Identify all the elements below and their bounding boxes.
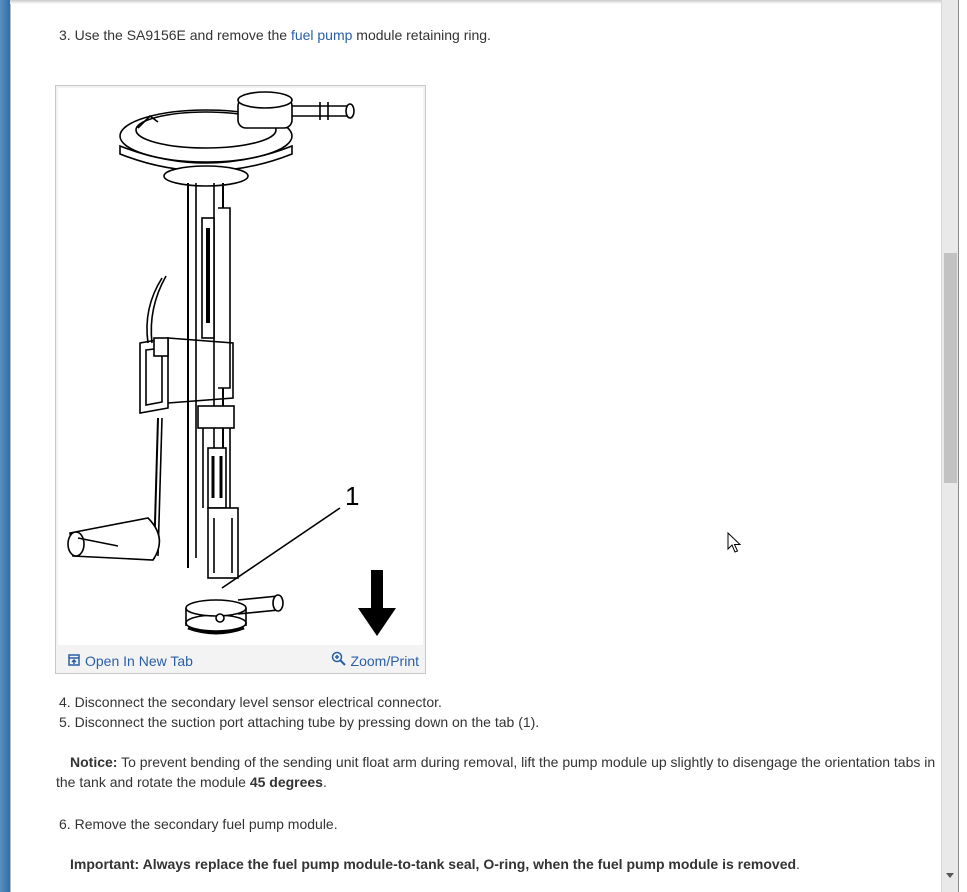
zoom-print-button[interactable] [331, 651, 419, 671]
toolbar-shadow [10, 0, 941, 4]
open-in-new-tab-icon [68, 651, 80, 671]
step-3 [59, 25, 491, 45]
important-block [70, 854, 800, 874]
figure-container [55, 85, 426, 674]
step-6 [59, 814, 338, 834]
vertical-scrollbar[interactable] [941, 0, 959, 892]
notice-bold-value: 45 degrees [249, 774, 323, 790]
mouse-cursor-icon [727, 532, 741, 559]
important-label: Important: [70, 856, 140, 872]
notice-end: . [322, 774, 327, 790]
scroll-down-arrow-icon[interactable] [946, 873, 954, 878]
step-4 [59, 692, 442, 712]
fuel-pump-link[interactable]: fuel pump [290, 27, 353, 43]
zoom-print-label: Zoom/Print [350, 653, 419, 669]
step-text: Disconnect the suction port attaching tube by pressing down on the tab (1). [74, 714, 540, 730]
callout-number: 1 [345, 481, 360, 511]
notice-label: Notice: [70, 754, 118, 770]
step-number: 4. [59, 694, 71, 710]
notice-text: To prevent bending of the sending unit float arm during removal, lift the pump module up slightly to disengage the orientation tabs in the tank and rotate the module [56, 754, 936, 790]
notice-block [56, 752, 941, 792]
open-in-new-tab-label: Open In New Tab [85, 653, 193, 669]
important-end: . [796, 856, 800, 872]
desktop-background [0, 0, 10, 892]
window-edge [958, 0, 967, 892]
fuel-pump-module-illustration[interactable] [58, 88, 423, 645]
step-text: Disconnect the secondary level sensor electrical connector. [74, 694, 442, 710]
step-number: 6. [59, 816, 71, 832]
figure-toolbar [56, 647, 425, 673]
step-number: 3. [59, 27, 71, 43]
step-text-end: module retaining ring. [352, 27, 491, 43]
magnifier-plus-icon [331, 651, 346, 671]
step-text: Use the SA9156E and remove the [74, 27, 291, 43]
step-text: Remove the secondary fuel pump module. [74, 816, 338, 832]
open-in-new-tab-button[interactable] [68, 651, 193, 671]
step-number: 5. [59, 714, 71, 730]
document-window [10, 0, 942, 892]
important-text: Always replace the fuel pump module-to-tank seal, O-ring, when the fuel pump module is removed [139, 856, 797, 872]
scrollbar-thumb[interactable] [944, 253, 957, 483]
step-5 [59, 712, 539, 732]
